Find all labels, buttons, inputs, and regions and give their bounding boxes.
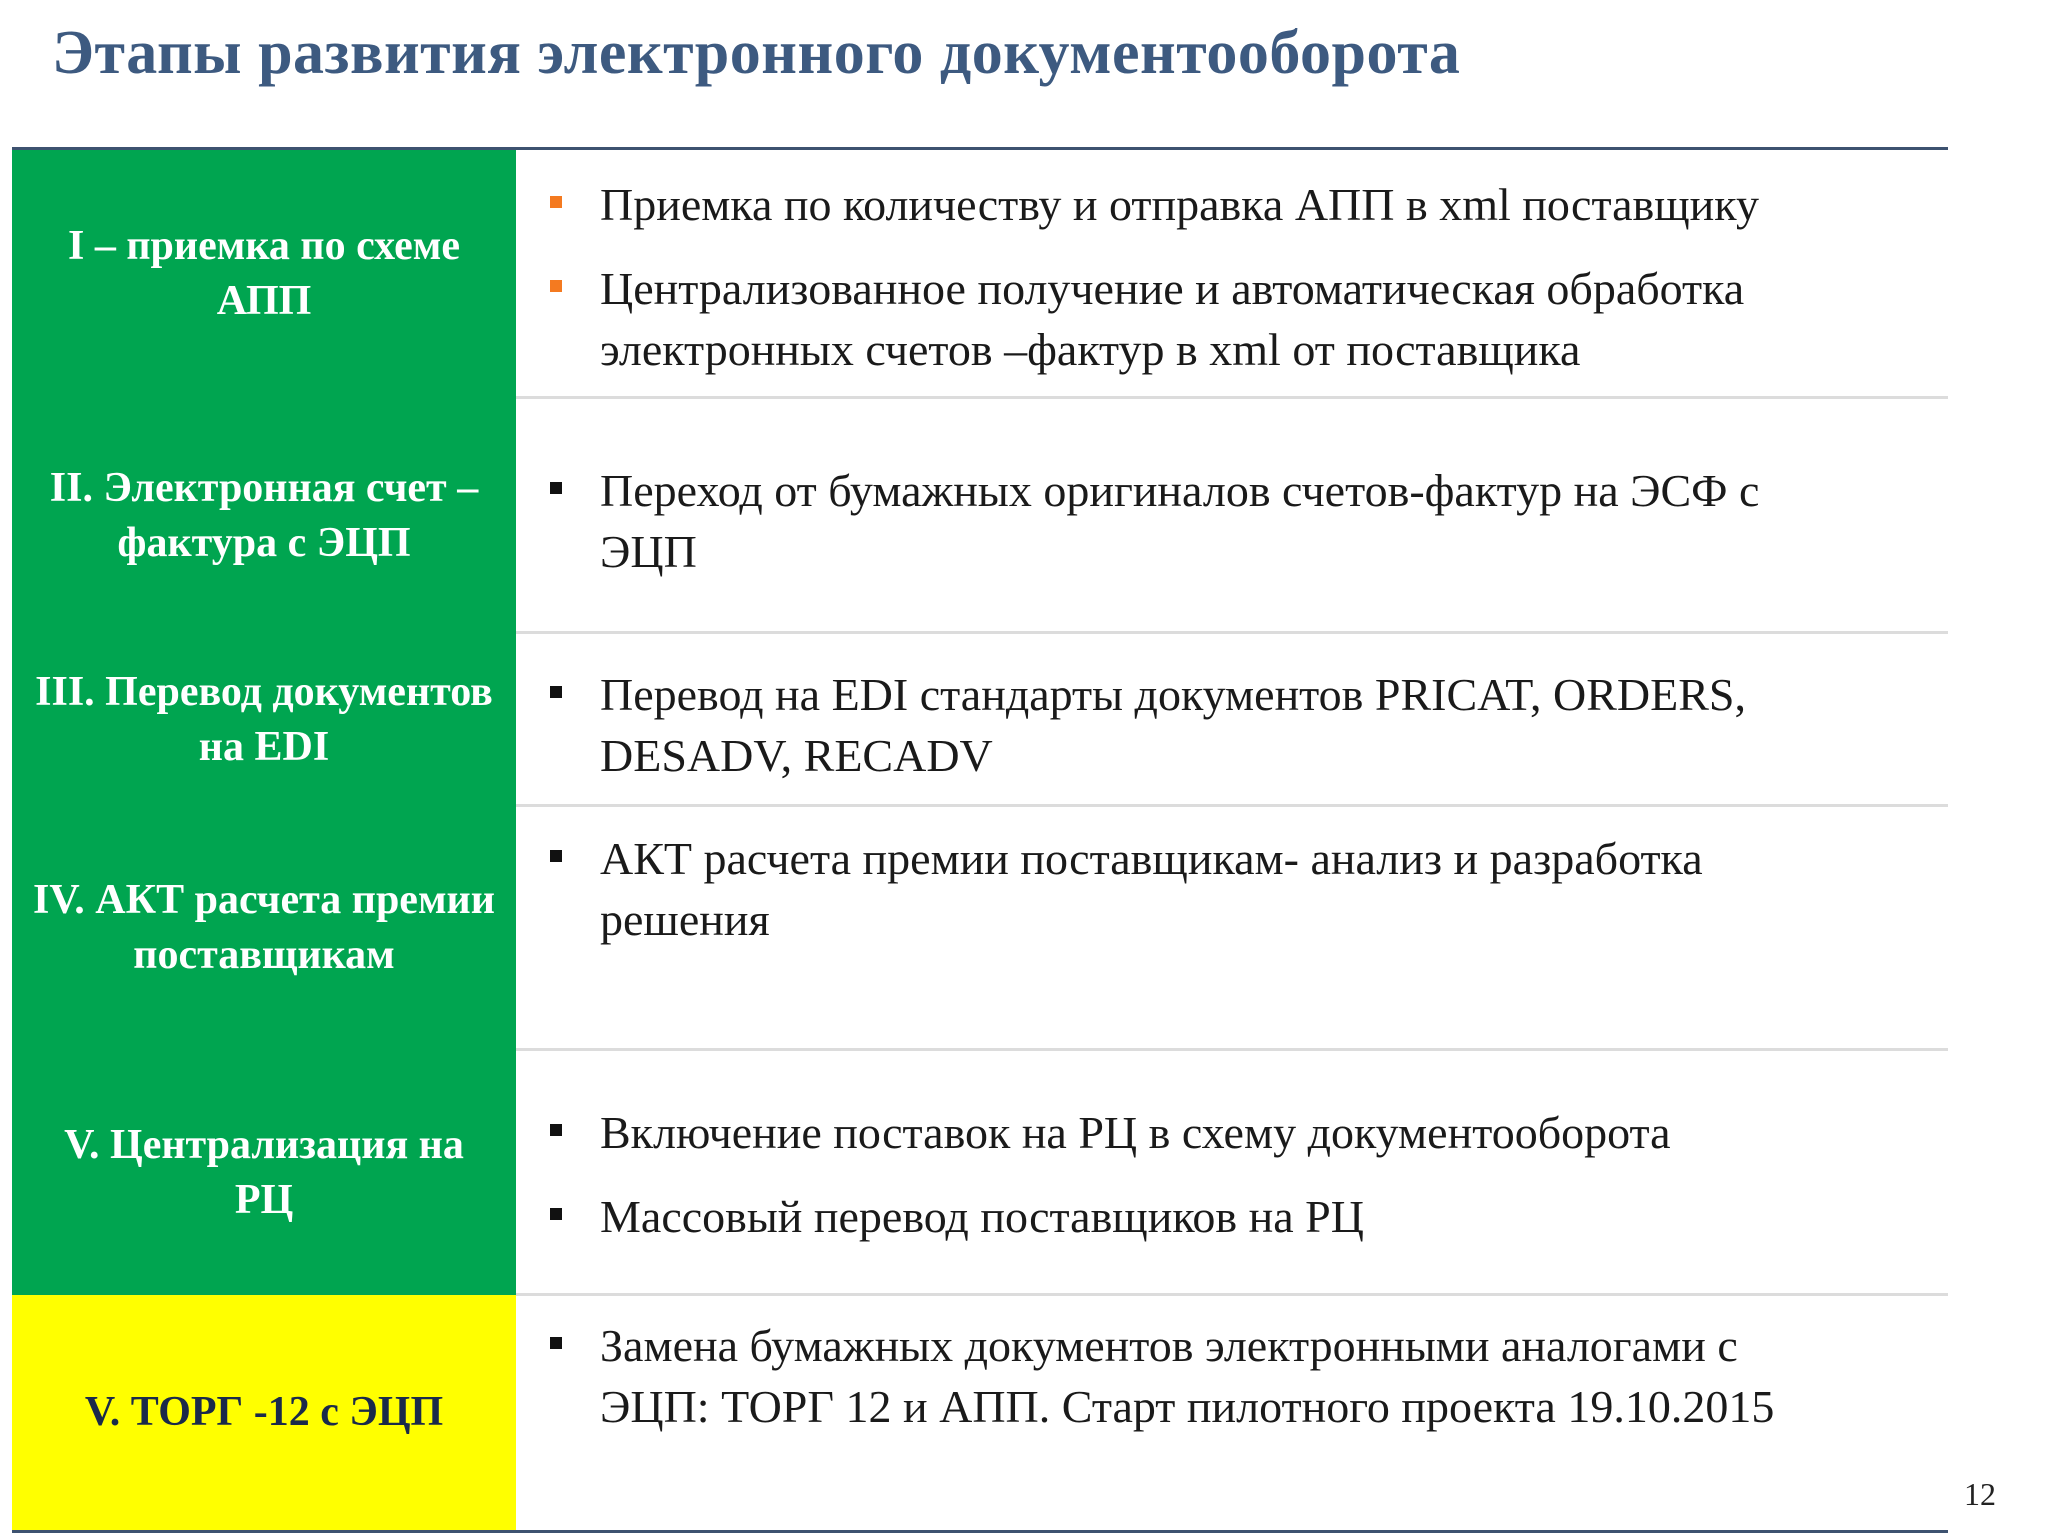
black-square-bullet-icon xyxy=(550,1124,562,1136)
stage-label-3: III. Перевод документов на EDI xyxy=(12,634,516,806)
black-square-bullet-icon xyxy=(550,850,562,862)
bullet-text: АКТ расчета премии поставщикам- анализ и разработка решения xyxy=(600,833,1703,945)
stage-label-5: V. Централизация на РЦ xyxy=(12,1050,516,1295)
orange-square-bullet-icon xyxy=(550,196,562,208)
black-square-bullet-icon xyxy=(550,686,562,698)
stage-label-1: I – приемка по схеме АПП xyxy=(12,150,516,398)
slide-title: Этапы развития электронного документооборота xyxy=(52,19,1461,87)
stage-row-1 xyxy=(12,150,1948,398)
bullet-text: Переход от бумажных оригиналов счетов-фактур на ЭСФ с ЭЦП xyxy=(600,465,1760,577)
stage-label-4: IV. АКТ расчета премии поставщикам xyxy=(12,806,516,1050)
black-square-bullet-icon xyxy=(550,482,562,494)
bullet-text: Приемка по количеству и отправка АПП в xml поставщику xyxy=(600,179,1759,230)
stage-row-4 xyxy=(12,806,1948,1050)
stage-row-5 xyxy=(12,1050,1948,1295)
bullet-text: Массовый перевод поставщиков на РЦ xyxy=(600,1191,1364,1242)
stage-label-2: II. Электронная счет – фактура с ЭЦП xyxy=(12,398,516,634)
black-square-bullet-icon xyxy=(550,1208,562,1220)
orange-square-bullet-icon xyxy=(550,280,562,292)
bottom-rule xyxy=(12,1530,1948,1533)
black-square-bullet-icon xyxy=(550,1337,562,1349)
bullet-text: Замена бумажных документов электронными аналогами с ЭЦП: ТОРГ 12 и АПП. Старт пилотного проекта 19.10.2015 xyxy=(600,1320,1775,1432)
stage-row-2 xyxy=(12,398,1948,634)
page-number: 12 xyxy=(1964,1476,1996,1512)
bullet-text: Включение поставок на РЦ в схему документооборота xyxy=(600,1107,1671,1158)
stage-row-3 xyxy=(12,634,1948,806)
stage-row-6 xyxy=(12,1295,1948,1530)
stage-label-6: V. ТОРГ -12 с ЭЦП xyxy=(12,1295,516,1530)
bullet-text: Централизованное получение и автоматическая обработка электронных счетов –фактур в xml от поставщика xyxy=(600,263,1745,375)
bullet-text: Перевод на EDI стандарты документов PRICAT, ORDERS, DESADV, RECADV xyxy=(600,669,1746,781)
